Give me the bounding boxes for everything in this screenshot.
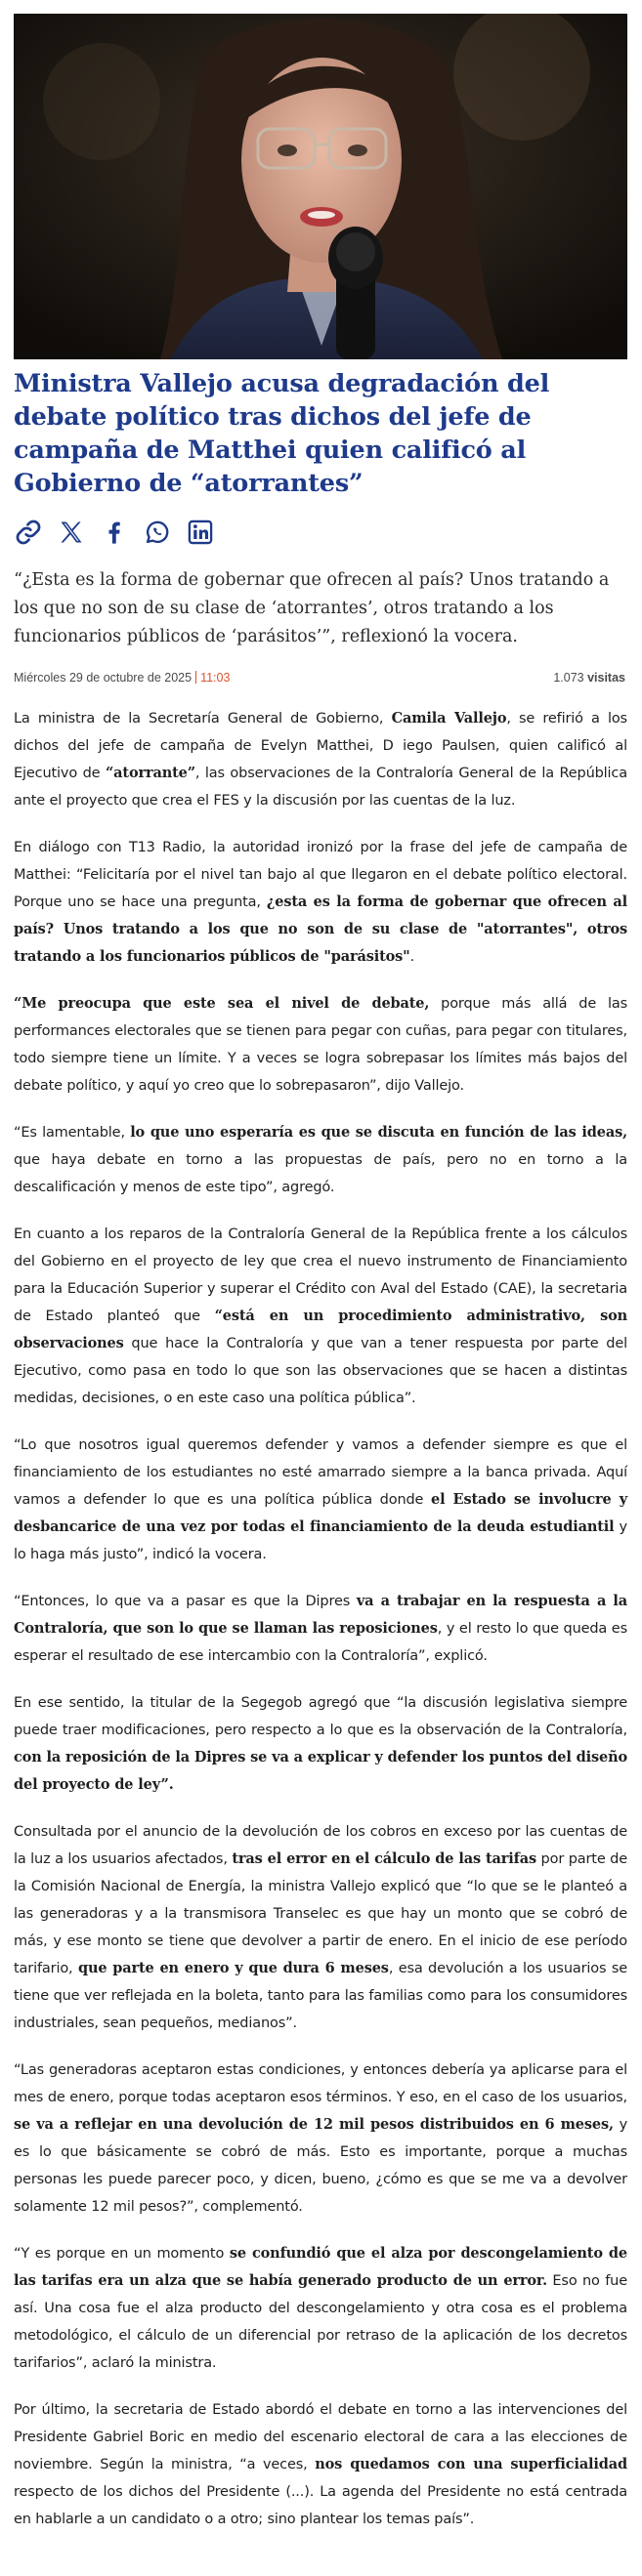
paragraph-text: respecto de los dichos del Presidente (...). La agenda del Presidente no está centrada en hablarle a un candidato o a otro; sino plantear los temas país”. [14,2484,627,2527]
paragraph-text: que hace la Contraloría y que van a tener respuesta por parte del Ejecutivo, como pasa en todo lo que son las observaciones que se hacen a distintas medidas, decisiones, o en este caso una política pública”. [14,1336,627,1406]
publish-time: 11:03 [200,671,231,685]
paragraph-text: que haya debate en torno a las propuestas de país, pero no en torno a la descalificación y menos de este tipo”, agregó. [14,1152,627,1195]
emphasis-text: con la reposición de la Dipres se va a explicar y defender los puntos del diseño del proyecto de ley”. [14,1749,627,1793]
emphasis-text: se confundió que el alza por descongelamiento de las tarifas era un alza que se había generado producto de un error. [14,2245,628,2289]
article-paragraph [14,1432,627,1568]
paragraph-text: “Las generadoras aceptaron estas condiciones, y entonces debería ya aplicarse para el mes de enero, porque todas aceptaron esos términos. Y eso, en el caso de los usuarios, [14,2062,627,2105]
linkedin-icon[interactable] [186,518,215,547]
visit-counter [553,671,625,685]
publish-date: Miércoles 29 de octubre de 2025 [14,671,193,685]
paragraph-text: La ministra de la Secretaría General de Gobierno, [14,711,392,727]
article-paragraph [14,2057,627,2221]
article-paragraph [14,1221,627,1412]
article-body [14,705,627,2553]
meta-divider [195,671,196,684]
facebook-icon[interactable] [100,518,129,547]
paragraph-text: “Lo que nosotros igual queremos defender y vamos a defender siempre es que el financiamiento de los estudiantes no esté amarrado siempre a la banca privada. Aquí vamos a defender lo que es una política pública donde [14,1437,627,1508]
paragraph-text: por parte de la Comisión Nacional de Energía, la ministra Vallejo explicó que “lo que se le planteó a las generadoras y a la transmisora Transelec es que hay un monto que se cobró de más, y ese monto se tiene que devolver a partir de enero. En el inicio de ese período tarifario, [14,1851,627,1976]
article-meta [14,668,625,689]
paragraph-text: y lo haga más justo”, indicó la vocera. [14,1519,627,1562]
paragraph-text: porque más allá de las performances electorales que se tienen para pegar con cuñas, para pegar con titulares, todo siempre tiene un límite. Y a veces se logra sobrepasar los límites más bajos del debate político, y aquí yo creo que lo sobrepasaron”, dijo Vallejo. [14,996,627,1094]
paragraph-text: En diálogo con T13 Radio, la autoridad ironizó por la frase del jefe de campaña de Matthei: “Felicitaría por el nivel tan bajo al que llegaron en el debate político electoral. Porque uno se hace una pregunta, [14,840,627,910]
paragraph-text: . [409,949,415,965]
paragraph-text: En cuanto a los reparos de la Contraloría General de la República frente a los cálculos del Gobierno en el proyecto de ley que crea el nuevo instrumento de Financiamiento para la Educación Superior y superar el Crédito con Aval del Estado (CAE), la secretaria de Estado planteó que [14,1226,627,1324]
paragraph-text: , se refirió a los dichos del jefe de campaña de Evelyn Matthei, D iego Paulsen, quien calificó al Ejecutivo de [14,711,627,781]
emphasis-text: lo que uno esperaría es que se discuta en función de las ideas, [130,1124,628,1141]
emphasis-text: que parte en enero y que dura 6 meses [77,1960,389,1976]
visit-count: 1.073 [553,671,584,685]
article-paragraph [14,2396,627,2533]
emphasis-text: nos quedamos con una superficialidad [315,2456,627,2472]
article-paragraph [14,1818,627,2037]
paragraph-text: , esa devolución a los usuarios se tiene que ver reflejada en la boleta, tanto para las familias como para los consumidores industriales, sean pequeños, medianos”. [14,1961,628,2031]
paragraph-text: y es lo que básicamente se cobró de más. Esto es importante, porque a muchas personas les puede parecer poco, y dicen, bueno, ¿cómo es que se me va a devolver solamente 12 mil pesos?”, complementó. [14,2117,628,2215]
article-headline: Ministra Vallejo acusa degradación del debate político tras dichos del jefe de campaña de Matthei quien calificó al Gobierno de “atorrantes” [14,369,550,498]
article-paragraph [14,1689,627,1799]
emphasis-text: se va a reflejar en una devolución de 12 mil pesos distribuidos en 6 meses, [14,2116,614,2133]
share-bar [14,516,215,549]
article-lead: “¿Esta es la forma de gobernar que ofrecen al país? Unos tratando a los que no son de su clase de ‘atorrantes’, otros tratando a los funcionarios públicos de ‘parásitos’”, reflexionó la vocera. [14,570,610,646]
emphasis-text: va a trabajar en la respuesta a la Contraloría, que son lo que se llaman las reposiciones [14,1593,627,1637]
article-paragraph [14,990,627,1100]
visit-label: visitas [587,671,625,685]
article-paragraph [14,705,627,814]
article-paragraph [14,1588,627,1670]
emphasis-text: Camila Vallejo [391,710,507,727]
paragraph-text: Consultada por el anuncio de la devolución de los cobros en exceso por las cuentas de la luz a los usuarios afectados, [14,1824,627,1867]
emphasis-text: ¿esta es la forma de gobernar que ofrecen al país? Unos tratando a los que no son de su clase de "atorrantes", otros tratando a los funcionarios públicos de "parásitos" [14,893,627,965]
publish-date-time [14,671,230,685]
paragraph-text: “Entonces, lo que va a pasar es que la Dipres [14,1594,357,1609]
article-paragraph [14,1119,627,1201]
paragraph-text: , las observaciones de la Contraloría General de la República ante el proyecto que crea el FES y la discusión por las cuentas de la luz. [14,766,627,809]
hero-image [14,14,627,359]
emphasis-text: “atorrante” [105,765,195,781]
paragraph-text: “Y es porque en un momento [14,2246,230,2262]
paragraph-text: Por último, la secretaria de Estado abordó el debate en torno a las intervenciones del Presidente Gabriel Boric en medio del escenario electoral de cara a las elecciones de noviembre. Según la ministra, “a veces, [14,2402,627,2472]
portrait-illustration [14,14,627,359]
emphasis-text: “Me preocupa que este sea el nivel de debate, [14,995,430,1012]
paragraph-text: “Es lamentable, [14,1125,131,1141]
x-icon[interactable] [57,518,86,547]
emphasis-text: el Estado se involucre y desbancarice de una vez por todas el financiamiento de la deuda estudiantil [14,1491,627,1535]
article-paragraph [14,2240,627,2377]
emphasis-text: tras el error en el cálculo de las tarifas [232,1850,536,1867]
paragraph-text: Eso no fue así. Una cosa fue el alza producto del descongelamiento y otra cosa es el problema metodológico, el cálculo de un diferencial por retraso de la aplicación de los decretos tarifarios”, aclaró la ministra. [14,2273,627,2371]
paragraph-text: , y el resto lo que queda es esperar el resultado de ese intercambio con la Contraloría”, explicó. [14,1621,627,1664]
article-paragraph [14,834,627,971]
paragraph-text: En ese sentido, la titular de la Segegob agregó que “la discusión legislativa siempre puede traer modificaciones, pero respecto a lo que es la observación de la Contraloría, [14,1695,627,1738]
emphasis-text: “está en un procedimiento administrativo, son observaciones [14,1308,627,1351]
link-icon[interactable] [14,518,43,547]
whatsapp-icon[interactable] [143,518,172,547]
